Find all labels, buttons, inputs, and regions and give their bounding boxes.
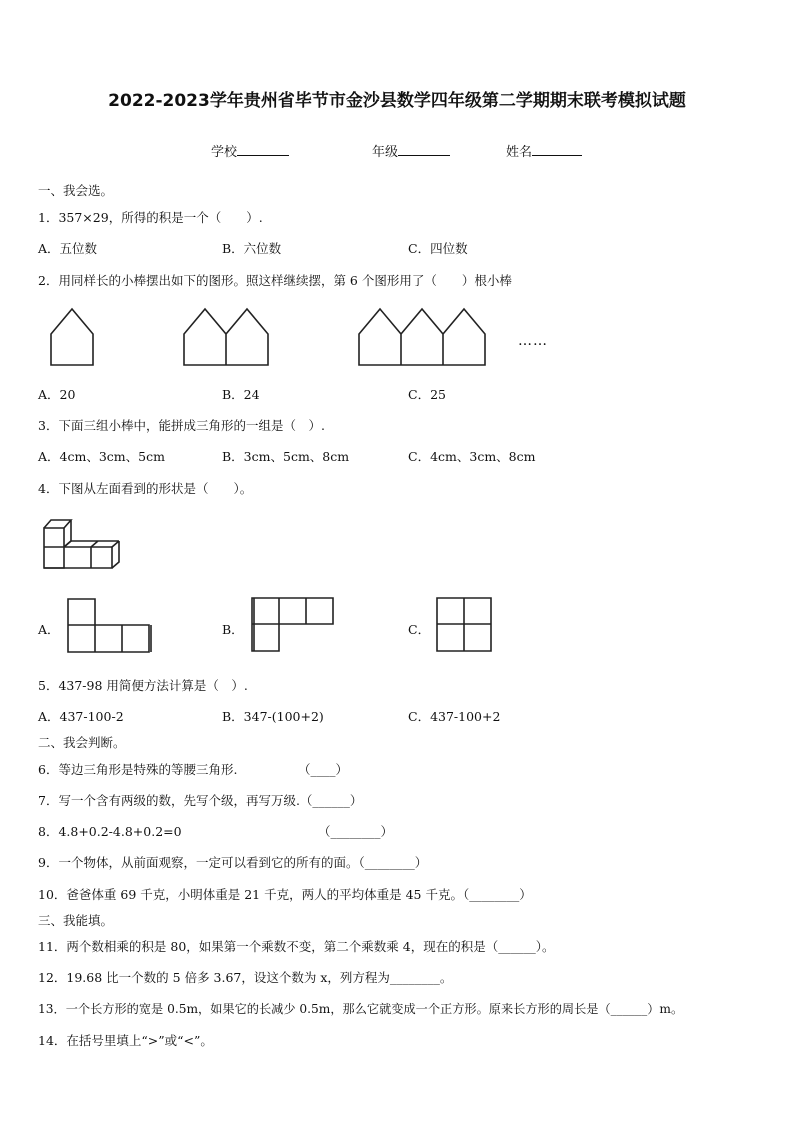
- q1-option-a[interactable]: A．五位数: [38, 241, 98, 256]
- q5-option-c[interactable]: C．437-100+2: [408, 709, 501, 724]
- option-b-shape: [251, 597, 337, 653]
- pentagon-figure-3: [358, 307, 488, 367]
- continuation-dots: ……: [518, 333, 548, 349]
- school-label: 学校: [211, 145, 238, 160]
- q4-option-c[interactable]: C．: [408, 622, 431, 637]
- question-6: 6．等边三角形是特殊的等腰三角形.: [38, 762, 238, 777]
- question-8: 8．4.8+0.2-4.8+0.2=0: [38, 824, 182, 839]
- name-field[interactable]: [506, 141, 582, 160]
- question-12: 12．19.68 比一个数的 5 倍多 3.67，设这个数为 x，列方程为________。: [38, 970, 453, 985]
- name-label: 姓名: [506, 145, 533, 160]
- section-3-heading: 三、我能填。: [38, 913, 114, 928]
- name-blank[interactable]: [532, 142, 582, 156]
- question-14: 14．在括号里填上“>”或“<”。: [38, 1033, 213, 1048]
- question-2: 2．用同样长的小棒摆出如下的图形。照这样继续摆，第 6 个图形用了（ ）根小棒: [38, 273, 512, 288]
- question-5: 5．437-98 用简便方法计算是（ ）.: [38, 678, 248, 693]
- q4-option-a[interactable]: A．: [38, 622, 60, 637]
- q1-option-b[interactable]: B．六位数: [222, 241, 282, 256]
- q3-option-a[interactable]: A．4cm、3cm、5cm: [38, 449, 165, 464]
- section-2-heading: 二、我会判断。: [38, 735, 126, 750]
- cube-stack-figure: [43, 514, 115, 574]
- school-blank[interactable]: [237, 142, 289, 156]
- q4-option-b[interactable]: B．: [222, 622, 244, 637]
- question-1: 1．357×29，所得的积是一个（ ）.: [38, 210, 263, 225]
- q3-option-b[interactable]: B．3cm、5cm、8cm: [222, 449, 350, 464]
- q5-option-a[interactable]: A．437-100-2: [38, 709, 124, 724]
- school-field[interactable]: [211, 141, 289, 160]
- grade-label: 年级: [372, 145, 399, 160]
- q2-option-b[interactable]: B．24: [222, 387, 260, 402]
- question-9: 9．一个物体，从前面观察，一定可以看到它的所有的面。（________）: [38, 855, 428, 870]
- q3-option-c[interactable]: C．4cm、3cm、8cm: [408, 449, 536, 464]
- page-title: 2022-2023学年贵州省毕节市金沙县数学四年级第二学期期末联考模拟试题: [108, 91, 686, 111]
- q6-answer-bracket[interactable]: （____）: [298, 762, 349, 777]
- pentagon-figure-2: [183, 307, 271, 367]
- option-c-shape: [436, 597, 494, 653]
- q8-answer-bracket[interactable]: （________）: [318, 824, 394, 839]
- question-4: 4．下图从左面看到的形状是（ ）。: [38, 481, 253, 496]
- grade-blank[interactable]: [398, 142, 450, 156]
- q1-option-c[interactable]: C．四位数: [408, 241, 468, 256]
- section-1-heading: 一、我会选。: [38, 183, 114, 198]
- q2-option-c[interactable]: C．25: [408, 387, 446, 402]
- question-13: 13．一个长方形的宽是 0.5m，如果它的长减少 0.5m，那么它就变成一个正方形。原来长方形的周长是（______）m。: [38, 1002, 684, 1016]
- pentagon-figure-1: [50, 307, 96, 367]
- question-11: 11．两个数相乘的积是 80，如果第一个乘数不变，第二个乘数乘 4，现在的积是（______）。: [38, 939, 555, 954]
- question-10: 10．爸爸体重 69 千克，小明体重是 21 千克，两人的平均体重是 45 千克。（________）: [38, 887, 532, 902]
- q2-option-a[interactable]: A．20: [38, 387, 76, 402]
- question-7: 7．写一个含有两级的数，先写个级，再写万级.（______）: [38, 793, 363, 808]
- option-a-shape: [67, 598, 153, 654]
- question-3: 3．下面三组小棒中，能拼成三角形的一组是（ ）.: [38, 418, 325, 433]
- q5-option-b[interactable]: B．347-(100+2): [222, 709, 324, 724]
- grade-field[interactable]: [372, 141, 450, 160]
